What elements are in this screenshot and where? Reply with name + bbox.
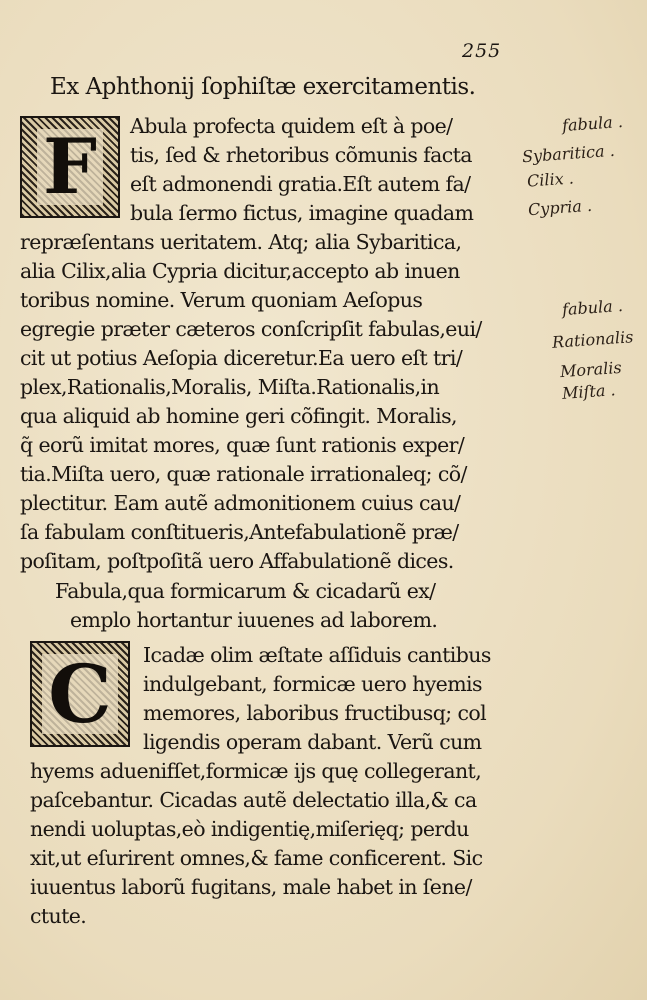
text-line: indulgebant, formicæ uero hyemis xyxy=(143,672,482,696)
text-line: cit ut potius Aeſopia diceretur.Ea uero eſt tri/ xyxy=(20,346,463,370)
text-line: eſt admonendi gratia.Eſt autem fa/ xyxy=(130,172,471,196)
page-title: Ex Aphthonij ſophiſtæ exercitamentis. xyxy=(50,74,476,100)
text-line: hyems aduenifſet,formicæ ijs quę collegerant, xyxy=(30,759,482,783)
margin-note: fabula . xyxy=(561,295,624,320)
text-line: ſa fabulam conſtitueris,Antefabulationẽ præ/ xyxy=(20,520,459,544)
subheading-line: emplo hortantur iuuenes ad laborem. xyxy=(70,608,438,632)
initial-letter: F xyxy=(37,129,103,205)
subheading-line: Fabula,qua formicarum & cicadarũ ex/ xyxy=(55,579,436,603)
text-line: ligendis operam dabant. Verũ cum xyxy=(143,730,482,754)
margin-note: fabula . xyxy=(561,111,624,136)
margin-note: Sybaritica . xyxy=(521,140,616,167)
text-line: plectitur. Eam autẽ admonitionem cuius cau/ xyxy=(20,491,461,515)
margin-note: Cilix . xyxy=(526,168,575,191)
text-line: Abula profecta quidem eſt à poe/ xyxy=(130,114,453,138)
initial-letter: C xyxy=(42,654,118,734)
margin-note: Moralis xyxy=(559,357,623,382)
text-line: Icadæ olim æſtate aſſiduis cantibus xyxy=(143,643,491,667)
text-line: bula ſermo fictus, imagine quadam xyxy=(130,201,474,225)
text-line: q̃ eorũ imitat mores, quæ ſunt rationis exper/ xyxy=(20,433,465,457)
text-line: poſitam, poſtpoſitã uero Affabulationẽ dices. xyxy=(20,549,454,573)
text-line: tis, ſed & rhetoribus cõmunis facta xyxy=(130,143,472,167)
text-line: egregie præter cæteros conſcripſit fabulas,eui/ xyxy=(20,317,482,341)
text-line: alia Cilix,alia Cypria dicitur,accepto ab inuen xyxy=(20,259,460,283)
text-line: qua aliquid ab homine geri cõfingit. Moralis, xyxy=(20,404,457,428)
text-line: plex,Rationalis,Moralis, Miſta.Rationalis,in xyxy=(20,375,440,399)
text-line: toribus nomine. Verum quoniam Aeſopus xyxy=(20,288,423,312)
text-line: memores, laboribus fructibusq; col xyxy=(143,701,487,725)
margin-note: Miſta . xyxy=(561,380,617,403)
margin-note: Rationalis xyxy=(551,327,634,352)
text-line: repræſentans ueritatem. Atq; alia Sybaritica, xyxy=(20,230,462,254)
text-line: iuuentus laborũ fugitans, male habet in ſene/ xyxy=(30,875,472,899)
text-line: paſcebantur. Cicadas autẽ delectatio illa,& ca xyxy=(30,788,477,812)
text-line: tia.Miſta uero, quæ rationale irrationaleq; cõ/ xyxy=(20,462,467,486)
page-number: 255 xyxy=(462,40,502,62)
text-line: ctute. xyxy=(30,904,87,928)
text-line: xit,ut eſurirent omnes,& fame conficerent. Sic xyxy=(30,846,483,870)
decorated-initial-c xyxy=(30,641,130,747)
text-line: nendi uoluptas,eò indigentię,miſerięq; perdu xyxy=(30,817,469,841)
decorated-initial-f xyxy=(20,116,120,218)
margin-note: Cypria . xyxy=(527,195,593,220)
